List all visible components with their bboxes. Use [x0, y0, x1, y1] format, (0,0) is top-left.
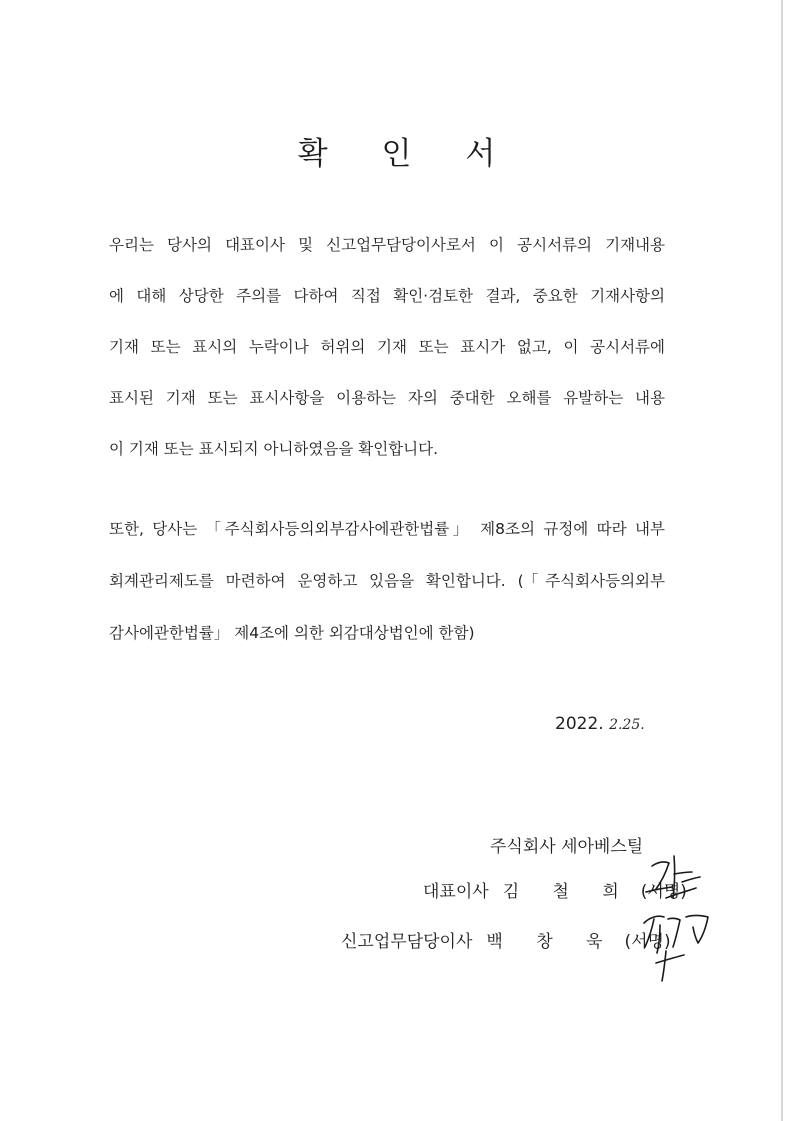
company-name: 주식회사 세아베스틸: [490, 837, 644, 857]
officer-signature-label: (서명): [624, 932, 671, 952]
paragraph-line: 감사에관한법률」 제4조에 의한 외감대상법인에 한함): [109, 624, 475, 642]
ceo-name: 김 철 희: [502, 882, 633, 902]
confirmation-paragraph: [109, 236, 665, 491]
ceo-signature-label: (서명): [640, 882, 687, 902]
paragraph-line: 또한, 당사는 「주식회사등의외부감사에관한법률」 제8조의 규정에 따라 내부: [109, 520, 665, 538]
paragraph-line: 이 기재 또는 표시되지 아니하였음을 확인합니다.: [109, 440, 439, 458]
officer-role: 신고업무담당이사: [341, 932, 473, 952]
internal-control-paragraph: [109, 520, 665, 676]
document-date: [555, 714, 645, 734]
document-title: 확 인 서: [297, 136, 518, 172]
date-year: 2022.: [555, 714, 604, 734]
ceo-signature-line: [423, 877, 687, 902]
date-handwritten: 2.25.: [609, 717, 645, 733]
paragraph-line: 회계관리제도를 마련하여 운영하고 있음을 확인합니다. (「주식회사등의외부: [109, 572, 665, 590]
officer-name: 백 창 욱: [486, 932, 617, 952]
paragraph-line: 기재 또는 표시의 누락이나 허위의 기재 또는 표시가 없고, 이 공시서류에: [109, 338, 665, 356]
officer-signature-line: [341, 927, 671, 952]
ceo-role: 대표이사: [423, 882, 489, 902]
paragraph-line: 에 대해 상당한 주의를 다하여 직접 확인·검토한 결과, 중요한 기재사항의: [109, 287, 665, 305]
paragraph-line: 우리는 당사의 대표이사 및 신고업무담당이사로서 이 공시서류의 기재내용: [109, 236, 665, 254]
paragraph-line: 표시된 기재 또는 표시사항을 이용하는 자의 중대한 오해를 유발하는 내용: [109, 389, 665, 407]
